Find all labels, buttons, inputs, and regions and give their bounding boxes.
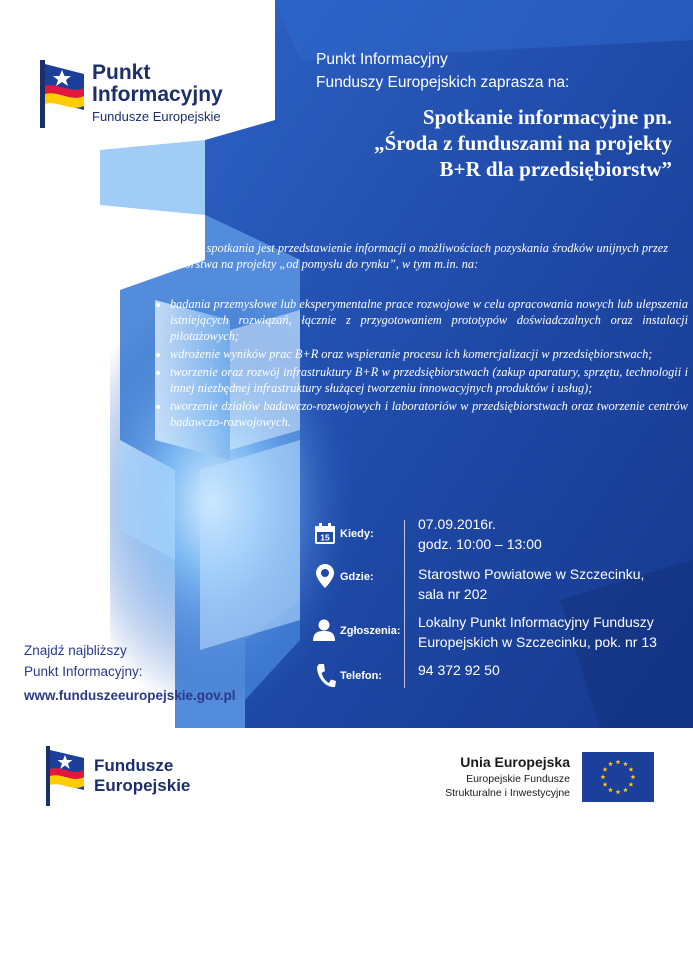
person-icon xyxy=(313,619,335,646)
zgloszenia-value xyxy=(418,612,657,652)
zgloszenia-line-2: Europejskich w Szczecinku, pok. nr 13 xyxy=(418,634,657,650)
intro-paragraph: Celem spotkania jest przedstawienie informacji o możliwościach pozyskania środków unijnych przez przedsiębiorstwa na projekty „od pomysłu do rynku”, w tym m.in. na: xyxy=(134,241,668,271)
logo-line-2: Informacyjny xyxy=(92,83,223,106)
kiedy-line-2: godz. 10:00 – 13:00 xyxy=(418,536,542,552)
flag-star-icon xyxy=(40,60,84,128)
zgloszenia-line-1: Lokalny Punkt Informacyjny Funduszy xyxy=(418,614,654,630)
title-line-3: B+R dla przedsiębiorstw” xyxy=(439,157,672,181)
logo-line-1: Punkt xyxy=(92,61,151,84)
logo-fundusze-europejskie xyxy=(46,746,216,816)
phone-icon xyxy=(316,664,336,693)
logo-punkt-informacyjny xyxy=(40,60,230,140)
event-title xyxy=(300,104,672,182)
kiedy-value xyxy=(418,514,542,554)
kiedy-line-1: 07.09.2016r. xyxy=(418,516,496,532)
eu-line-2: Europejskie Fundusze xyxy=(466,773,570,785)
find-line-1: Znajdź najbliższy xyxy=(24,643,127,658)
telefon-label: Telefon: xyxy=(340,670,382,682)
bullet-list xyxy=(150,296,688,432)
invite-line-1: Punkt Informacyjny xyxy=(316,51,448,68)
gdzie-line-2: sala nr 202 xyxy=(418,586,488,602)
find-line-2: Punkt Informacyjny: xyxy=(24,664,143,679)
logo-line-3: Fundusze Europejskie xyxy=(92,109,221,124)
calendar-icon xyxy=(314,523,336,550)
list-item: • tworzenie oraz rozwój infrastruktury B+R w przedsiębiorstwach (zakup aparatury, sprzętu, technologii i innej niezbędnej infrastruktury służącej tworzeniu innowacyjnych produktów i usług); xyxy=(170,364,688,396)
title-line-2: „Środa z funduszami na projekty xyxy=(374,131,672,155)
eu-line-3: Strukturalne i Inwestycyjne xyxy=(445,787,570,799)
logo-bottom-line-1: Fundusze xyxy=(94,756,174,775)
title-line-1: Spotkanie informacyjne pn. xyxy=(422,105,672,129)
telefon-value: 94 372 92 50 xyxy=(418,662,500,678)
calendar-day: 15 xyxy=(320,532,330,543)
find-nearest-text xyxy=(24,640,143,682)
flag-star-icon xyxy=(46,746,84,806)
list-item: • wdrożenie wyników prac B+R oraz wspieranie procesu ich komercjalizacji w przedsiębiorstwach; xyxy=(170,346,688,362)
eu-line-1: Unia Europejska xyxy=(460,754,570,770)
kiedy-label: Kiedy: xyxy=(340,528,374,540)
eu-flag-icon xyxy=(582,752,654,802)
zgloszenia-label: Zgłoszenia: xyxy=(340,625,401,637)
location-pin-icon xyxy=(316,564,334,593)
invite-text xyxy=(316,48,656,94)
gdzie-label: Gdzie: xyxy=(340,571,374,583)
logo-bottom-line-2: Europejskie xyxy=(94,776,191,795)
list-item: • badania przemysłowe lub eksperymentalne prace rozwojowe w celu opracowania nowych lub ulepszenia istniejących rozwiązań, łącznie z przygotowaniem prototypów doświadczalnych oraz instalacji pilotażowych; xyxy=(170,296,688,344)
invite-line-2: Funduszy Europejskich zaprasza na: xyxy=(316,74,570,91)
website-link[interactable]: www.funduszeeuropejskie.gov.pl xyxy=(24,688,236,703)
eu-text xyxy=(420,752,570,800)
info-divider xyxy=(404,520,405,688)
gdzie-line-1: Starostwo Powiatowe w Szczecinku, xyxy=(418,566,645,582)
list-item: • tworzenie działów badawczo-rozwojowych i laboratoriów w przedsiębiorstwach oraz tworzenie centrów badawczo-rozwojowych. xyxy=(170,398,688,430)
gdzie-value xyxy=(418,564,644,604)
